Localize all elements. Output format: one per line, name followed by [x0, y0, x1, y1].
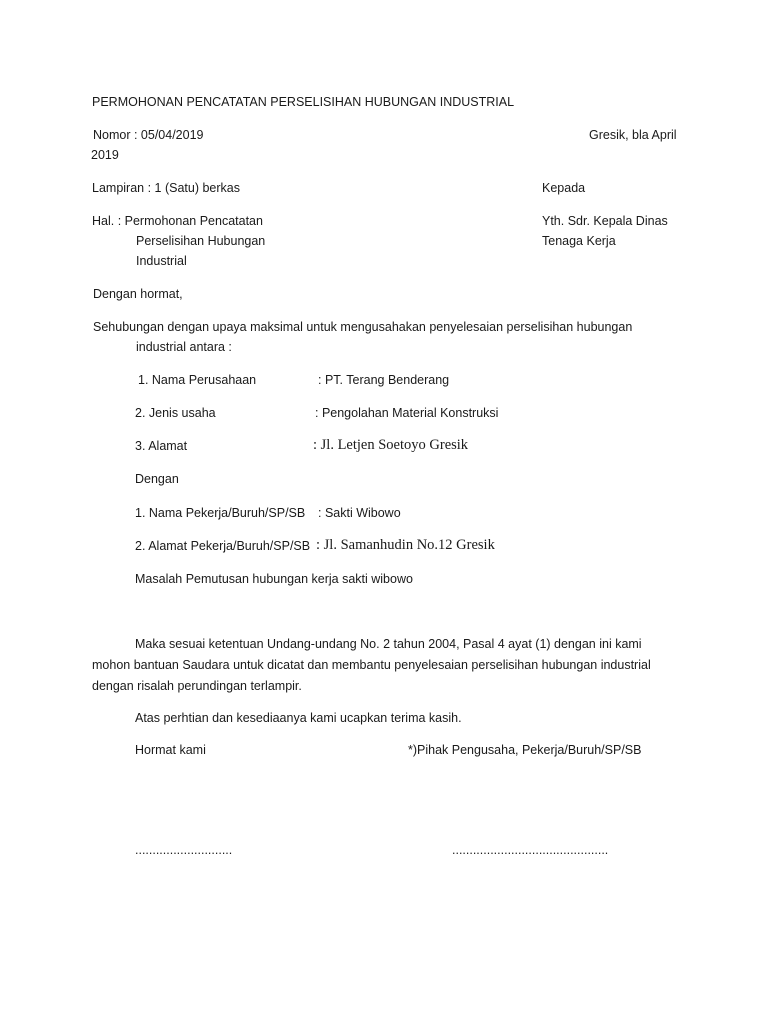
dengan-label: Dengan — [135, 472, 179, 486]
recipient-line-2: Tenaga Kerja — [542, 234, 616, 248]
business-type-value: : Pengolahan Material Konstruksi — [315, 406, 499, 420]
business-type-label: 2. Jenis usaha — [135, 406, 216, 420]
body-line-1: Maka sesuai ketentuan Undang-undang No. 2 tahun 2004, Pasal 4 ayat (1) dengan ini kami — [135, 637, 642, 651]
worker-address-label: 2. Alamat Pekerja/Buruh/SP/SB — [135, 539, 311, 553]
place-date: Gresik, bla April — [589, 128, 677, 142]
salutation: Dengan hormat, — [93, 287, 183, 301]
subject-line-2: Perselisihan Hubungan — [136, 234, 266, 248]
kepada-label: Kepada — [542, 181, 586, 195]
place-date-year: 2019 — [91, 148, 119, 162]
attachment-line: Lampiran : 1 (Satu) berkas — [92, 181, 240, 195]
recipient-line-1: Yth. Sdr. Kepala Dinas — [542, 214, 668, 228]
company-name-label: 1. Nama Perusahaan — [138, 373, 257, 387]
body-line-3: dengan risalah perundingan terlampir. — [92, 679, 302, 693]
letter-number: Nomor : 05/04/2019 — [93, 128, 204, 142]
intro-line-1: Sehubungan dengan upaya maksimal untuk mengusahakan penyelesaian perselisihan hubungan — [93, 320, 633, 334]
signature-line-left: ............................ — [135, 843, 233, 857]
subject-line-3: Industrial — [136, 254, 187, 268]
letter-title: PERMOHONAN PENCATATAN PERSELISIHAN HUBUNGAN INDUSTRIAL — [92, 95, 515, 109]
closing-line: Atas perhtian dan kesediaanya kami ucapkan terima kasih. — [135, 711, 462, 725]
regards-label: Hormat kami — [135, 743, 206, 757]
problem-line: Masalah Pemutusan hubungan kerja sakti wibowo — [135, 572, 413, 586]
body-line-2: mohon bantuan Saudara untuk dicatat dan membantu penyelesaian perselisihan hubungan industrial — [92, 658, 651, 672]
company-address-label: 3. Alamat — [135, 439, 188, 453]
company-address-value: : Jl. Letjen Soetoyo Gresik — [313, 437, 469, 453]
subject-line-1: Hal. : Permohonan Pencatatan — [92, 214, 263, 228]
worker-name-label: 1. Nama Pekerja/Buruh/SP/SB — [135, 506, 306, 520]
worker-name-value: : Sakti Wibowo — [318, 506, 401, 520]
worker-address-value: : Jl. Samanhudin No.12 Gresik — [316, 537, 495, 553]
company-name-value: : PT. Terang Benderang — [318, 373, 450, 387]
party-note: *)Pihak Pengusaha, Pekerja/Buruh/SP/SB — [408, 743, 642, 757]
signature-line-right: ............................................. — [452, 843, 609, 857]
intro-line-2: industrial antara : — [136, 340, 232, 354]
